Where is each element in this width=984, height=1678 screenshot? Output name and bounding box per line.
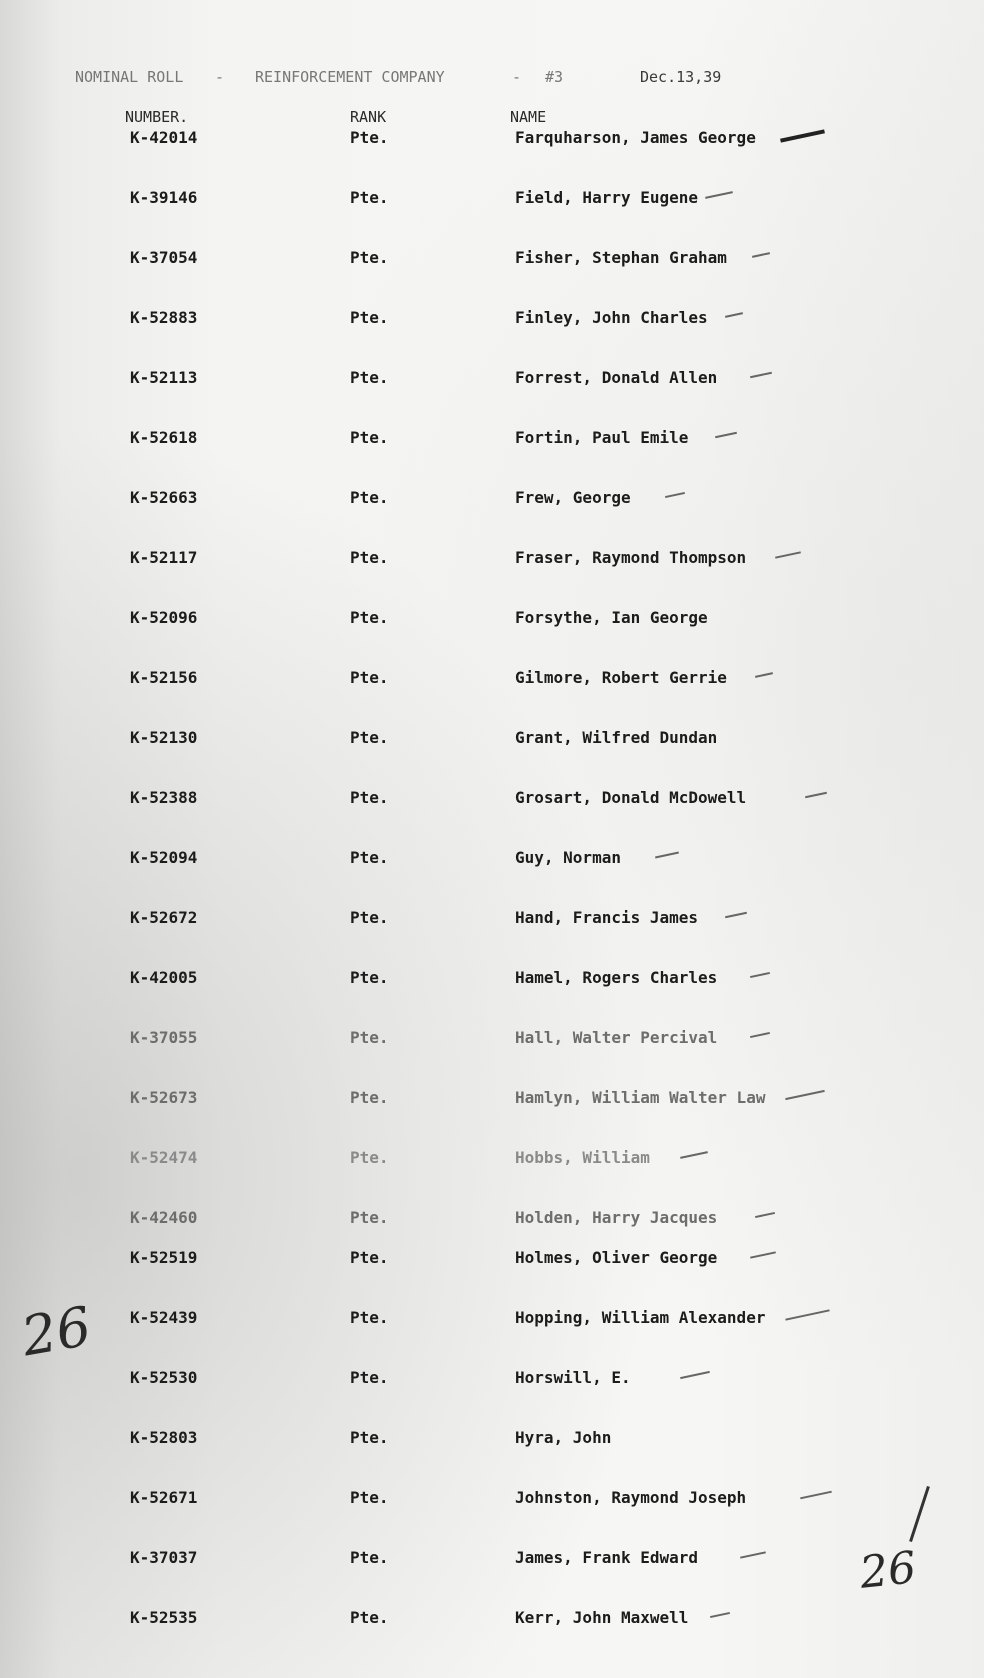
rank: Pte. [350, 668, 389, 687]
rank: Pte. [350, 1368, 389, 1387]
table-row [0, 1548, 984, 1578]
check-mark [775, 551, 801, 558]
rank: Pte. [350, 848, 389, 867]
rank: Pte. [350, 428, 389, 447]
service-number: K-52618 [130, 428, 198, 447]
soldier-name: Fraser, Raymond Thompson [515, 548, 747, 567]
check-mark [710, 1612, 730, 1618]
header-dash: - [215, 68, 225, 86]
table-row [0, 428, 984, 458]
table-row [0, 188, 984, 218]
rank: Pte. [350, 188, 389, 207]
soldier-name: Hamlyn, William Walter Law [515, 1088, 766, 1107]
rank: Pte. [350, 1028, 389, 1047]
table-row [0, 488, 984, 518]
rank: Pte. [350, 548, 389, 567]
soldier-name: Hobbs, William [515, 1148, 650, 1167]
roll-header [75, 68, 755, 90]
table-row [0, 1428, 984, 1458]
rank: Pte. [350, 128, 389, 147]
service-number: K-52156 [130, 668, 198, 687]
table-row [0, 668, 984, 698]
service-number: K-52530 [130, 1368, 198, 1387]
rank: Pte. [350, 248, 389, 267]
rank: Pte. [350, 1488, 389, 1507]
table-row [0, 308, 984, 338]
soldier-name: James, Frank Edward [515, 1548, 699, 1567]
service-number: K-37055 [130, 1028, 198, 1047]
rank: Pte. [350, 908, 389, 927]
soldier-name: Fortin, Paul Emile [515, 428, 689, 447]
service-number: K-52535 [130, 1608, 198, 1627]
service-number: K-42460 [130, 1208, 198, 1227]
soldier-name: Guy, Norman [515, 848, 621, 867]
table-row [0, 908, 984, 938]
roll-date: Dec.13,39 [640, 68, 722, 86]
check-mark [800, 1491, 832, 1500]
rank: Pte. [350, 308, 389, 327]
rank: Pte. [350, 1088, 389, 1107]
soldier-name: Hand, Francis James [515, 908, 699, 927]
table-row [0, 1488, 984, 1518]
handwritten-count-right: 26 [857, 1542, 919, 1599]
service-number: K-37037 [130, 1548, 198, 1567]
soldier-name: Field, Harry Eugene [515, 188, 699, 207]
service-number: K-42005 [130, 968, 198, 987]
service-number: K-39146 [130, 188, 198, 207]
soldier-name: Hopping, William Alexander [515, 1308, 766, 1327]
soldier-name: Kerr, John Maxwell [515, 1608, 689, 1627]
roll-number: #3 [545, 68, 564, 86]
rank: Pte. [350, 1608, 389, 1627]
check-mark [725, 312, 743, 318]
check-mark [680, 1151, 708, 1159]
soldier-name: Hall, Walter Percival [515, 1028, 718, 1047]
service-number: K-52117 [130, 548, 198, 567]
column-header-name: NAME [510, 108, 547, 126]
check-mark [780, 129, 825, 142]
service-number: K-52673 [130, 1088, 198, 1107]
table-row [0, 1088, 984, 1118]
check-mark [740, 1551, 766, 1558]
soldier-name: Finley, John Charles [515, 308, 708, 327]
service-number: K-37054 [130, 248, 198, 267]
check-mark [725, 912, 747, 919]
soldier-name: Holmes, Oliver George [515, 1248, 718, 1267]
table-row [0, 1368, 984, 1398]
table-row [0, 1148, 984, 1178]
check-mark [705, 191, 733, 199]
service-number: K-52474 [130, 1148, 198, 1167]
service-number: K-52439 [130, 1308, 198, 1327]
table-row [0, 728, 984, 758]
service-number: K-52672 [130, 908, 198, 927]
roll-title: NOMINAL ROLL [75, 68, 184, 86]
table-row [0, 968, 984, 998]
check-mark [750, 372, 772, 379]
table-row [0, 548, 984, 578]
rank: Pte. [350, 1428, 389, 1447]
service-number: K-42014 [130, 128, 198, 147]
soldier-name: Frew, George [515, 488, 631, 507]
rank: Pte. [350, 1248, 389, 1267]
service-number: K-52130 [130, 728, 198, 747]
service-number: K-52671 [130, 1488, 198, 1507]
rank: Pte. [350, 368, 389, 387]
rank: Pte. [350, 488, 389, 507]
column-header-number: NUMBER. [125, 108, 189, 126]
service-number: K-52388 [130, 788, 198, 807]
check-mark [680, 1371, 710, 1379]
check-mark [805, 792, 827, 799]
soldier-name: Grant, Wilfred Dundan [515, 728, 718, 747]
service-number: K-52663 [130, 488, 198, 507]
check-mark [785, 1309, 829, 1320]
rank: Pte. [350, 728, 389, 747]
service-number: K-52803 [130, 1428, 198, 1447]
rank: Pte. [350, 1148, 389, 1167]
soldier-name: Forrest, Donald Allen [515, 368, 718, 387]
rank: Pte. [350, 1208, 389, 1227]
check-mark [755, 672, 773, 678]
soldier-name: Grosart, Donald McDowell [515, 788, 747, 807]
soldier-name: Gilmore, Robert Gerrie [515, 668, 727, 687]
table-row [0, 848, 984, 878]
check-mark [755, 1212, 775, 1218]
rank: Pte. [350, 1548, 389, 1567]
soldier-name: Farquharson, James George [515, 128, 756, 147]
rank: Pte. [350, 788, 389, 807]
service-number: K-52883 [130, 308, 198, 327]
table-row [0, 1208, 984, 1238]
check-mark [750, 1032, 770, 1038]
soldier-name: Horswill, E. [515, 1368, 631, 1387]
table-row [0, 608, 984, 638]
service-number: K-52113 [130, 368, 198, 387]
soldier-name: Johnston, Raymond Joseph [515, 1488, 747, 1507]
soldier-name: Hyra, John [515, 1428, 612, 1447]
soldier-name: Forsythe, Ian George [515, 608, 708, 627]
table-row [0, 1248, 984, 1278]
check-mark [750, 1251, 776, 1258]
check-mark [655, 852, 679, 859]
table-row [0, 788, 984, 818]
soldier-name: Holden, Harry Jacques [515, 1208, 718, 1227]
header-dash-2: - [512, 68, 522, 86]
service-number: K-52096 [130, 608, 198, 627]
table-row [0, 1028, 984, 1058]
soldier-name: Hamel, Rogers Charles [515, 968, 718, 987]
rank: Pte. [350, 608, 389, 627]
table-row [0, 1308, 984, 1338]
check-mark [785, 1090, 825, 1100]
table-row [0, 1608, 984, 1638]
company-name: REINFORCEMENT COMPANY [255, 68, 445, 86]
check-mark [752, 252, 770, 258]
rank: Pte. [350, 1308, 389, 1327]
table-row [0, 128, 984, 158]
table-row [0, 368, 984, 398]
table-row [0, 248, 984, 278]
service-number: K-52094 [130, 848, 198, 867]
check-mark [665, 492, 685, 498]
soldier-name: Fisher, Stephan Graham [515, 248, 727, 267]
service-number: K-52519 [130, 1248, 198, 1267]
rank: Pte. [350, 968, 389, 987]
column-header-rank: RANK [350, 108, 387, 126]
check-mark [750, 972, 770, 978]
handwritten-count-left: 26 [17, 1294, 96, 1369]
check-mark [715, 432, 737, 439]
